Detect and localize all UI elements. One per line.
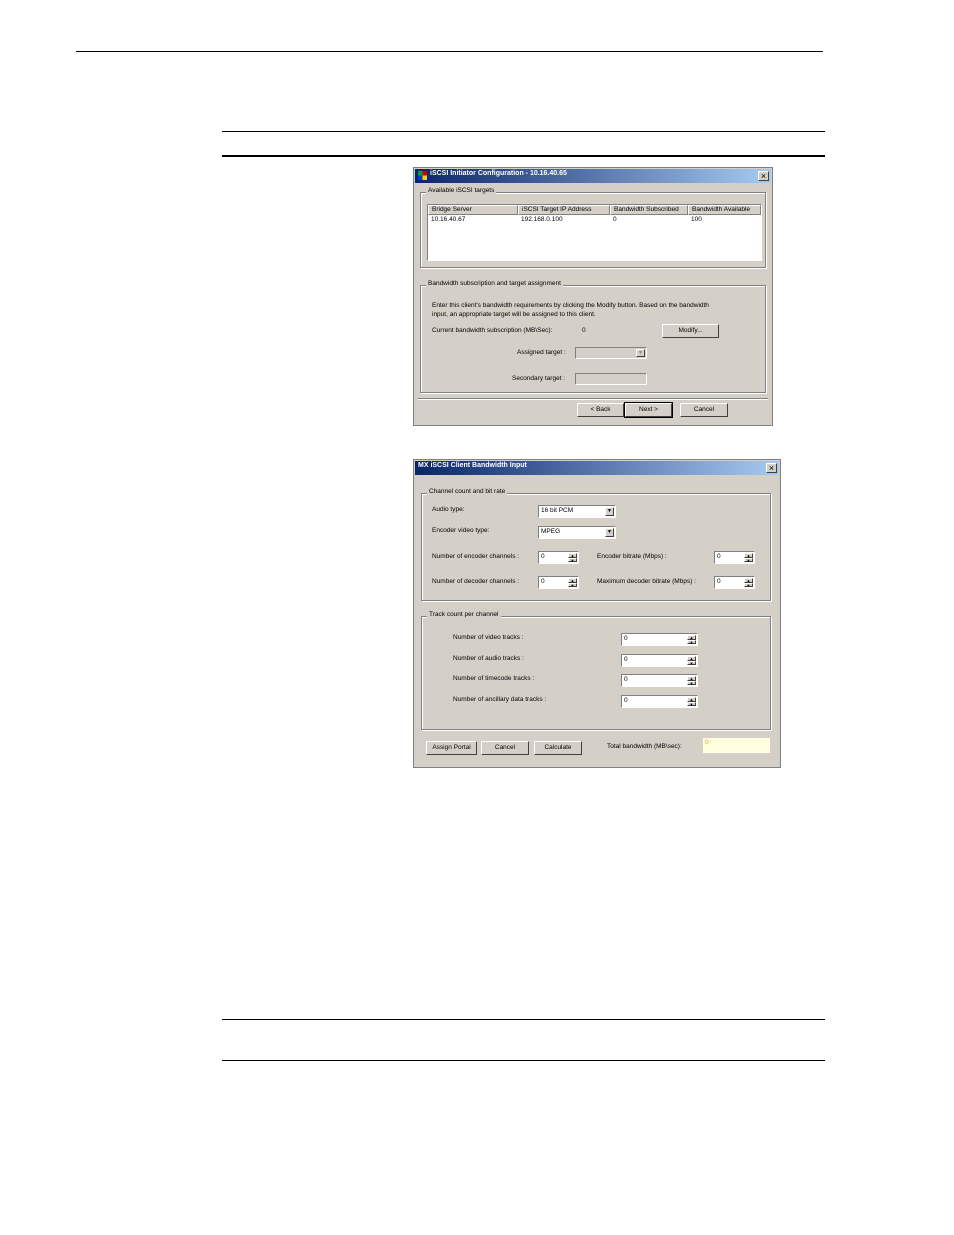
audio-tracks-value: 0 [624,656,628,663]
instructions-line2: input, an appropriate target will be assigned to this client. [432,311,596,318]
audio-type-label: Audio type: [432,506,465,513]
cancel-button[interactable]: Cancel [481,741,529,755]
num-decoder-channels-label: Number of decoder channels : [432,578,520,585]
current-bw-label: Current bandwidth subscription (MB\Sec): [432,327,553,334]
next-button[interactable]: Next > [625,403,672,417]
table-header-rule [222,155,825,157]
cell-target-ip: 192.168.0.100 [521,216,563,223]
top-rule [76,51,823,52]
spin-updown-icon[interactable]: ▲ ▼ [687,635,696,644]
num-decoder-channels-stepper[interactable] [538,576,579,589]
encoder-video-type-value: MPEG [541,528,561,535]
ancillary-tracks-value: 0 [624,697,628,704]
encoder-video-type-dropdown[interactable] [538,526,616,539]
secondary-target-label: Secondary target : [512,375,566,382]
cancel-button[interactable]: Cancel [680,403,728,417]
assign-portal-button[interactable]: Assign Portal [426,741,477,755]
encoder-bitrate-label: Encoder bitrate (Mbps) : [597,553,667,560]
modify-button[interactable]: Modify... [662,324,719,338]
timecode-tracks-label: Number of timecode tracks : [453,675,535,682]
max-decoder-bitrate-value: 0 [717,578,721,585]
current-bw-value: 0 [582,327,586,334]
available-targets-group [420,187,766,268]
spin-updown-icon[interactable]: ▲ ▼ [687,697,696,706]
total-bandwidth-value: 0 [705,739,709,746]
title-bar[interactable] [415,169,771,183]
group-label: Bandwidth subscription and target assignment [428,280,561,287]
back-button[interactable]: < Back [577,403,624,417]
encoder-bitrate-value: 0 [717,553,721,560]
secondary-target-field [575,373,647,385]
chevron-down-icon[interactable]: ▼ [605,507,614,516]
app-icon [418,171,427,180]
close-icon[interactable]: × [766,463,777,473]
ancillary-tracks-label: Number of ancillary data tracks : [453,696,547,703]
spin-updown-icon[interactable]: ▲ ▼ [687,676,696,685]
num-encoder-channels-stepper[interactable] [538,551,579,564]
timecode-tracks-value: 0 [624,676,628,683]
total-bandwidth-field [702,737,771,754]
cell-bw-available: 100 [691,216,702,223]
bottom-rule-1 [222,1019,825,1020]
spin-updown-icon[interactable]: ▲ ▼ [744,578,753,587]
button-separator [418,398,768,400]
assigned-target-label: Assigned target : [517,349,566,356]
bottom-rule-2 [222,1060,825,1061]
audio-type-dropdown[interactable] [538,505,616,518]
total-bandwidth-label: Total bandwidth (MB\sec): [607,743,682,750]
spin-updown-icon[interactable]: ▲ ▼ [568,578,577,587]
video-tracks-label: Number of video tracks : [453,634,524,641]
spin-updown-icon[interactable]: ▲ ▼ [568,553,577,562]
iscsi-initiator-config-dialog [413,167,773,426]
dialog-title: iSCSI Initiator Configuration - 10.16.40.65 [430,170,567,177]
num-decoder-channels-value: 0 [541,578,545,585]
instructions-line1: Enter this client's bandwidth requirements by clicking the Modify button. Based on the bandwidth [432,302,709,309]
spin-updown-icon[interactable]: ▲ ▼ [744,553,753,562]
bandwidth-input-dialog [413,459,781,768]
spin-updown-icon[interactable]: ▲ ▼ [687,656,696,665]
targets-listview[interactable] [427,204,762,261]
audio-tracks-stepper[interactable] [621,654,698,667]
close-icon[interactable]: × [758,171,769,181]
encoder-bitrate-stepper[interactable] [714,551,755,564]
chevron-down-icon[interactable]: ▼ [605,528,614,537]
group-label: Channel count and bit rate [429,488,506,495]
column-header-bw-available[interactable]: Bandwidth Available [688,205,761,215]
column-header-bw-subscribed[interactable]: Bandwidth Subscribed [610,205,688,215]
track-count-group [421,611,771,730]
max-decoder-bitrate-stepper[interactable] [714,576,755,589]
title-bar[interactable] [415,461,779,475]
max-decoder-bitrate-label: Maximum decoder bitrate (Mbps) : [597,578,696,585]
audio-type-value: 16 bit PCM [541,507,574,514]
ancillary-tracks-stepper[interactable] [621,695,698,708]
timecode-tracks-stepper[interactable] [621,674,698,687]
channel-count-group [421,488,771,601]
video-tracks-value: 0 [624,635,628,642]
audio-tracks-label: Number of audio tracks : [453,655,524,662]
cell-bw-subscribed: 0 [613,216,617,223]
video-tracks-stepper[interactable] [621,633,698,646]
group-label: Track count per channel [429,611,499,618]
cell-bridge-server: 10.16.40.67 [431,216,466,223]
bandwidth-assignment-group [420,280,766,393]
chevron-down-icon[interactable]: ▼ [636,349,645,357]
num-encoder-channels-label: Number of encoder channels : [432,553,520,560]
calculate-button[interactable]: Calculate [534,741,582,755]
assigned-target-dropdown[interactable] [575,347,647,359]
column-header-target-ip[interactable]: iSCSI Target IP Address [518,205,610,215]
dialog-title: MX iSCSI Client Bandwidth Input [418,462,527,469]
num-encoder-channels-value: 0 [541,553,545,560]
encoder-video-type-label: Encoder video type: [432,527,490,534]
column-header-bridge-server[interactable]: Bridge Server [428,205,518,215]
group-label: Available iSCSI targets [428,187,495,194]
table-top-rule [222,131,825,132]
